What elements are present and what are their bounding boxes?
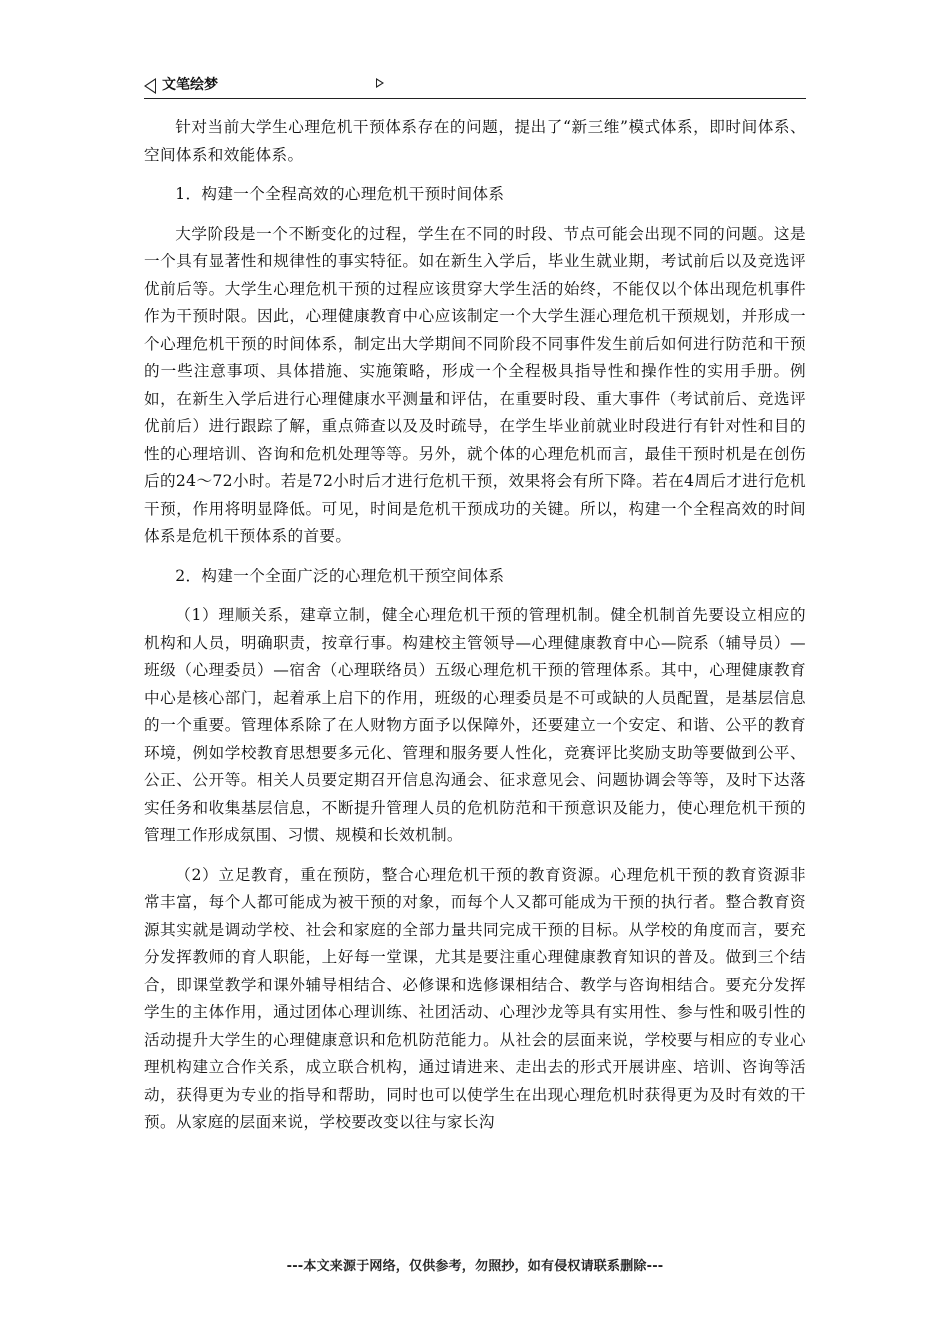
section-2-paragraph-2: （2）立足教育，重在预防，整合心理危机干预的教育资源。心理危机干预的教育资源非常丰富，每个人都可能成为被干预的对象，而每个人又都可能成为干预的执行者。整合教育资源其实就是调动学校、社会和家庭的全部力量共同完成干预的目标。从学校的角度而言，要充分发挥教师的育人职能，上好每一堂课，尤其是要注重心理健康教育知识的普及。做到三个结合，即课堂教学和课外辅导相结合、必修课和选修课相结合、教学与咨询相结合。要充分发挥学生的主体作用，通过团体心理训练、社团活动、心理沙龙等具有实用性、参与性和吸引性的活动提升大学生的心理健康意识和危机防范能力。从社会的层面来说，学校要与相应的专业心理机构建立合作关系，成立联合机构，通过请进来、走出去的形式开展讲座、培训、咨询等活动，获得更为专业的指导和帮助，同时也可以使学生在出现心理危机时获得更为及时有效的干预。从家庭的层面来说，学校要改变以往与家长沟 [144, 865, 806, 1131]
triangle-right-icon [376, 78, 384, 88]
section-1-paragraph: 大学阶段是一个不断变化的过程，学生在不同的时段、节点可能会出现不同的问题。这是一个具有显著性和规律性的事实特征。如在新生入学后，毕业生就业期，考试前后以及竞选评优前后等。大学生心理危机干预的过程应该贯穿大学生活的始终，不能仅以个体出现危机事件作为干预时限。因此，心理健康教育中心应该制定一个大学生涯心理危机干预规划，并形成一个心理危机干预的时间体系，制定出大学期间不同阶段不同事件发生前后如何进行防范和干预的一些注意事项、具体措施、实施策略，形成一个全程极具指导性和操作性的实用手册。例如，在新生入学后进行心理健康水平测量和评估，在重要时段、重大事件（考试前后、竞选评优前后）进行跟踪了解，重点筛查以及及时疏导，在学生毕业前就业时段进行有针对性和目的性的心理培训、咨询和危机处理等等。另外，就个体的心理危机而言，最佳干预时机是在创伤后的24～72小时。若是72小时后才进行危机干预，效果将会有所下降。若在4周后才进行危机干预，作用将明显降低。可见，时间是危机干预成功的关键。所以，构建一个全程高效的时间体系是危机干预体系的首要。 [144, 224, 806, 545]
footer-disclaimer: ---本文来源于网络，仅供参考，勿照抄，如有侵权请联系删除--- [286, 1259, 664, 1274]
section-2-heading: 2．构建一个全面广泛的心理危机干预空间体系 [175, 566, 505, 585]
page-header [144, 76, 806, 99]
section-2-paragraph-1: （1）理顺关系，建章立制，健全心理危机干预的管理机制。健全机制首先要设立相应的机构和人员，明确职责，按章行事。构建校主管领导—心理健康教育中心—院系（辅导员）—班级（心理委员）—宿舍（心理联络员）五级心理危机干预的管理体系。其中，心理健康教育中心是核心部门，起着承上启下的作用，班级的心理委员是不可或缺的人员配置，是基层信息的一个重要。管理体系除了在人财物方面予以保障外，还要建立一个安定、和谐、公平的教育环境，例如学校教育思想要多元化、管理和服务要人性化，竞赛评比奖励支助等要做到公平、公正、公开等。相关人员要定期召开信息沟通会、征求意见会、问题协调会等等，及时下达落实任务和收集基层信息，不断提升管理人员的危机防范和干预意识及能力，使心理危机干预的管理工作形成氛围、习惯、规模和长效机制。 [144, 606, 806, 844]
document-body [144, 114, 806, 1137]
triangle-left-icon [144, 78, 156, 94]
intro-paragraph: 针对当前大学生心理危机干预体系存在的问题，提出了“新三维”模式体系，即时间体系、空间体系和效能体系。 [144, 118, 806, 164]
brand-name: 文笔绘梦 [162, 77, 218, 93]
section-1-heading: 1．构建一个全程高效的心理危机干预时间体系 [175, 185, 505, 203]
